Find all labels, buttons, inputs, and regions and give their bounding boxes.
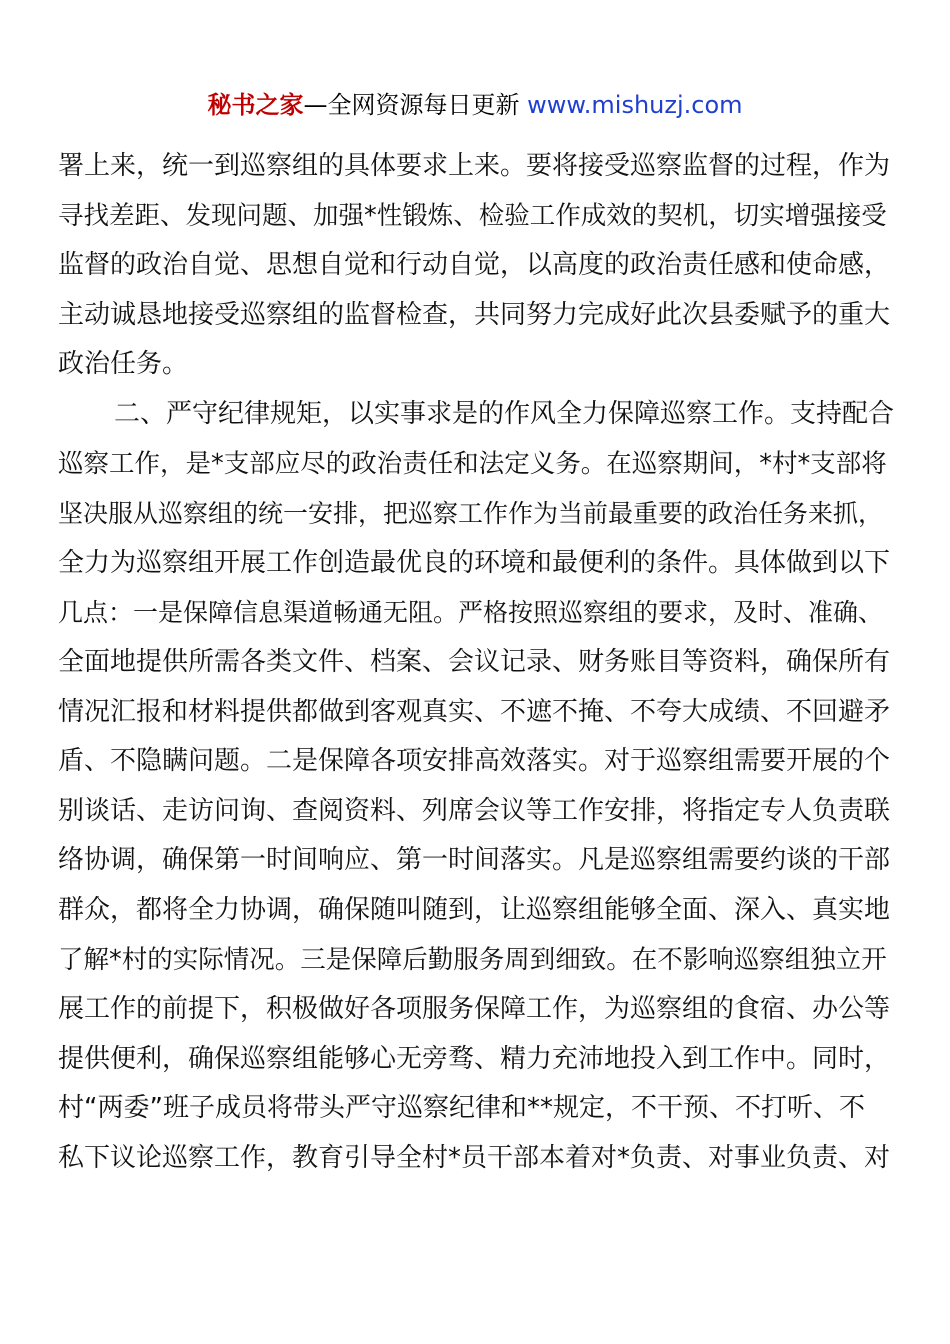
text-line: 盾、不隐瞒问题。二是保障各项安排高效落实。对于巡察组需要开展的个 — [58, 746, 891, 777]
text-line: 提供便利，确保巡察组能够心无旁骛、精力充沛地投入到工作中。同时， — [58, 1043, 891, 1074]
brand-name: 秘书之家 — [207, 91, 304, 119]
text-line: 群众，都将全力协调，确保随叫随到，让巡察组能够全面、深入、真实地 — [58, 894, 891, 925]
text-line: 展工作的前提下，积极做好各项服务保障工作，为巡察组的食宿、办公等 — [58, 994, 891, 1025]
header-tagline: —全网资源每日更新 — [303, 91, 528, 119]
document-body — [58, 142, 898, 1183]
text-line: 了解*村的实际情况。三是保障后勤服务周到细致。在不影响巡察组独立开 — [58, 944, 887, 975]
text-line: 络协调，确保第一时间响应、第一时间落实。凡是巡察组需要约谈的干部 — [58, 845, 891, 876]
text-line: 全面地提供所需各类文件、档案、会议记录、财务账目等资料，确保所有 — [58, 646, 891, 677]
text-line: 别谈话、走访问询、查阅资料、列席会议等工作安排，将指定专人负责联 — [58, 795, 891, 826]
paragraph-first-line: 二、严守纪律规矩，以实事求是的作风全力保障巡察工作。支持配合 — [114, 398, 895, 429]
site-header — [0, 88, 950, 122]
text-line: 政治任务。 — [58, 349, 189, 380]
text-line: 巡察工作，是*支部应尽的政治责任和法定义务。在巡察期间，*村*支部将 — [58, 448, 887, 479]
text-line: 坚决服从巡察组的统一安排，把巡察工作作为当前最重要的政治任务来抓， — [58, 499, 884, 529]
text-line: 村“两委”班子成员将带头严守巡察纪律和**规定，不干预、不打听、不 — [58, 1093, 865, 1124]
text-line: 主动诚恳地接受巡察组的监督检查，共同努力完成好此次县委赋予的重大 — [58, 299, 891, 330]
site-url-link[interactable]: www.mishuzj.com — [527, 91, 743, 119]
text-line: 监督的政治自觉、思想自觉和行动自觉，以高度的政治责任感和使命感， — [58, 250, 891, 281]
text-line: 署上来，统一到巡察组的具体要求上来。要将接受巡察监督的过程，作为 — [58, 151, 891, 181]
text-line: 私下议论巡察工作，教育引导全村*员干部本着对*负责、对事业负责、对 — [58, 1142, 891, 1173]
text-line: 寻找差距、发现问题、加强*性锻炼、检验工作成效的契机，切实增强接受 — [58, 200, 887, 231]
text-line: 情况汇报和材料提供都做到客观真实、不遮不掩、不夸大成绩、不回避矛 — [58, 696, 891, 727]
text-line: 几点：一是保障信息渠道畅通无阻。严格按照巡察组的要求，及时、准确、 — [58, 598, 884, 628]
text-line: 全力为巡察组开展工作创造最优良的环境和最便利的条件。具体做到以下 — [58, 547, 891, 578]
